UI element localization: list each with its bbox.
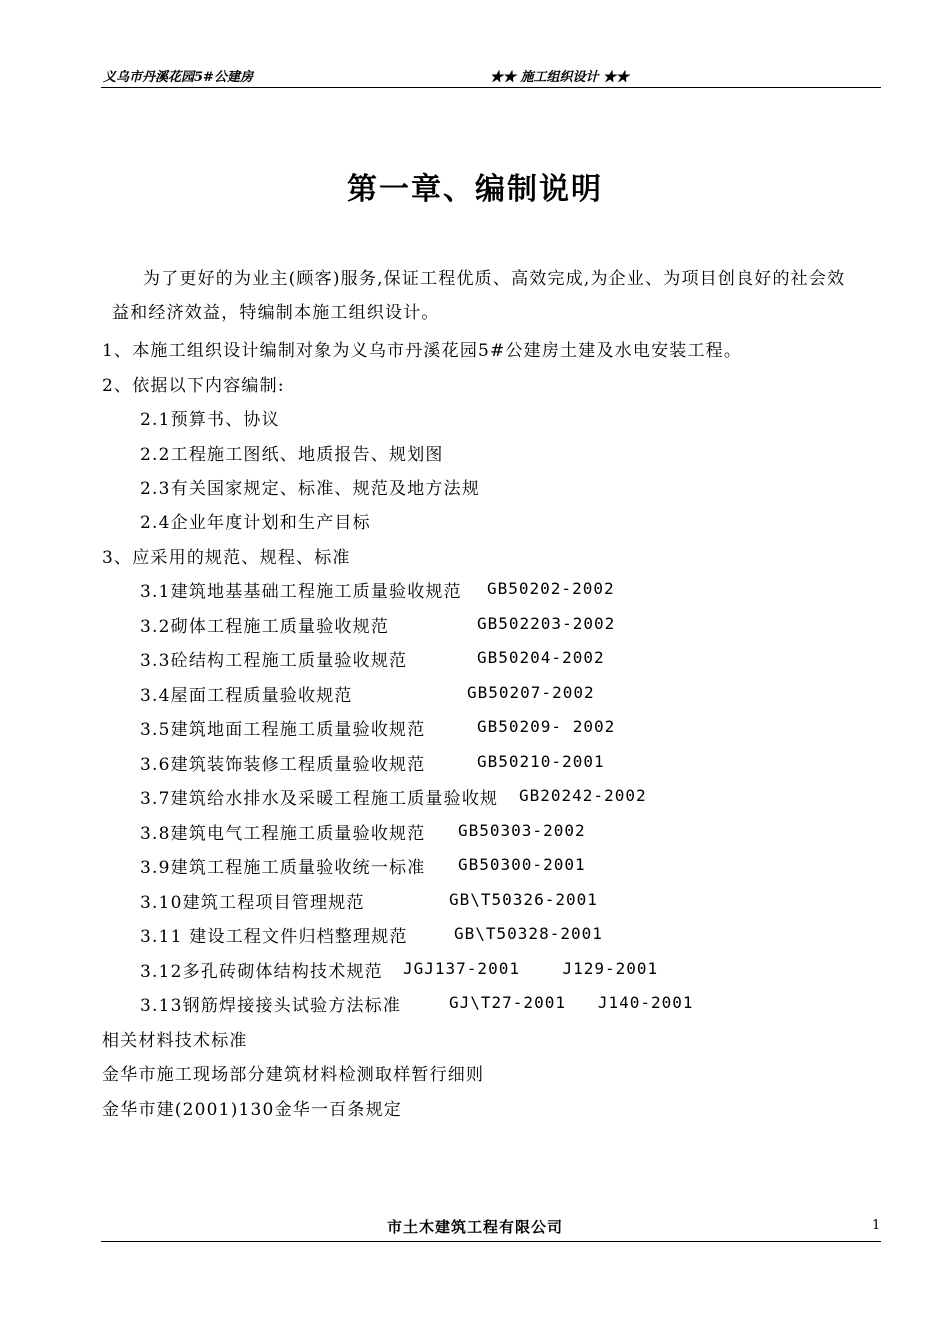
standard-code: GB50209- 2002 <box>477 717 616 736</box>
standard-name: 3.10建筑工程项目管理规范 <box>140 893 365 913</box>
page-number: 1 <box>872 1218 881 1233</box>
basis-item: 2.2工程施工图纸、地质报告、规划图 <box>140 445 444 465</box>
standard-name: 3.7建筑给水排水及采暖工程施工质量验收规 <box>140 789 499 809</box>
standard-name: 3.11 建设工程文件归档整理规范 <box>140 927 408 947</box>
footer-company: 市土木建筑工程有限公司 <box>386 1218 563 1236</box>
intro-line-2: 益和经济效益，特编制本施工组织设计。 <box>112 303 440 323</box>
standard-code: GB50204-2002 <box>477 648 605 667</box>
other-item: 金华市建(2001)130金华一百条规定 <box>102 1100 402 1120</box>
intro-line-1: 为了更好的为业主(顾客)服务,保证工程优质、高效完成,为企业、为项目创良好的社会效 <box>143 269 846 289</box>
header-left: 义乌市丹溪花园5#公建房 <box>103 70 253 85</box>
standard-name: 3.9建筑工程施工质量验收统一标准 <box>140 858 426 878</box>
item-1: 1、本施工组织设计编制对象为义乌市丹溪花园5#公建房土建及水电安装工程。 <box>102 341 743 361</box>
standard-name: 3.3砼结构工程施工质量验收规范 <box>140 651 408 671</box>
standard-code: JGJ137-2001 J129-2001 <box>403 959 659 978</box>
standard-code: GB502203-2002 <box>477 614 616 633</box>
standard-name: 3.13钢筋焊接接头试验方法标准 <box>140 996 402 1016</box>
standard-code: GB50207-2002 <box>467 683 595 702</box>
standard-name: 3.4屋面工程质量验收规范 <box>140 686 353 706</box>
standard-code: GB20242-2002 <box>519 786 647 805</box>
basis-item: 2.4企业年度计划和生产目标 <box>140 513 371 533</box>
standard-name: 3.12多孔砖砌体结构技术规范 <box>140 962 383 982</box>
standard-name: 3.5建筑地面工程施工质量验收规范 <box>140 720 426 740</box>
standard-code: GJ\T27-2001 J140-2001 <box>449 993 694 1012</box>
basis-item: 2.3有关国家规定、标准、规范及地方法规 <box>140 479 481 499</box>
standard-code: GB50210-2001 <box>477 752 605 771</box>
standard-name: 3.2砌体工程施工质量验收规范 <box>140 617 390 637</box>
basis-item: 2.1预算书、协议 <box>140 410 280 430</box>
standard-code: GB\T50328-2001 <box>454 924 603 943</box>
standard-name: 3.1建筑地基基础工程施工质量验收规范 <box>140 582 462 602</box>
standard-code: GB\T50326-2001 <box>449 890 598 909</box>
header-right: ★★ 施工组织设计 ★★ <box>490 70 630 85</box>
page-title: 第一章、编制说明 <box>347 172 603 207</box>
standard-code: GB50300-2001 <box>458 855 586 874</box>
header-rule <box>101 87 881 88</box>
other-item: 金华市施工现场部分建筑材料检测取样暂行细则 <box>102 1065 485 1085</box>
other-item: 相关材料技术标准 <box>102 1031 248 1051</box>
footer-rule <box>101 1241 881 1242</box>
standard-name: 3.8建筑电气工程施工质量验收规范 <box>140 824 426 844</box>
item-2: 2、依据以下内容编制: <box>102 376 285 396</box>
standard-code: GB50202-2002 <box>487 579 615 598</box>
standard-code: GB50303-2002 <box>458 821 586 840</box>
item-3: 3、应采用的规范、规程、标准 <box>102 548 351 568</box>
standard-name: 3.6建筑装饰装修工程质量验收规范 <box>140 755 426 775</box>
